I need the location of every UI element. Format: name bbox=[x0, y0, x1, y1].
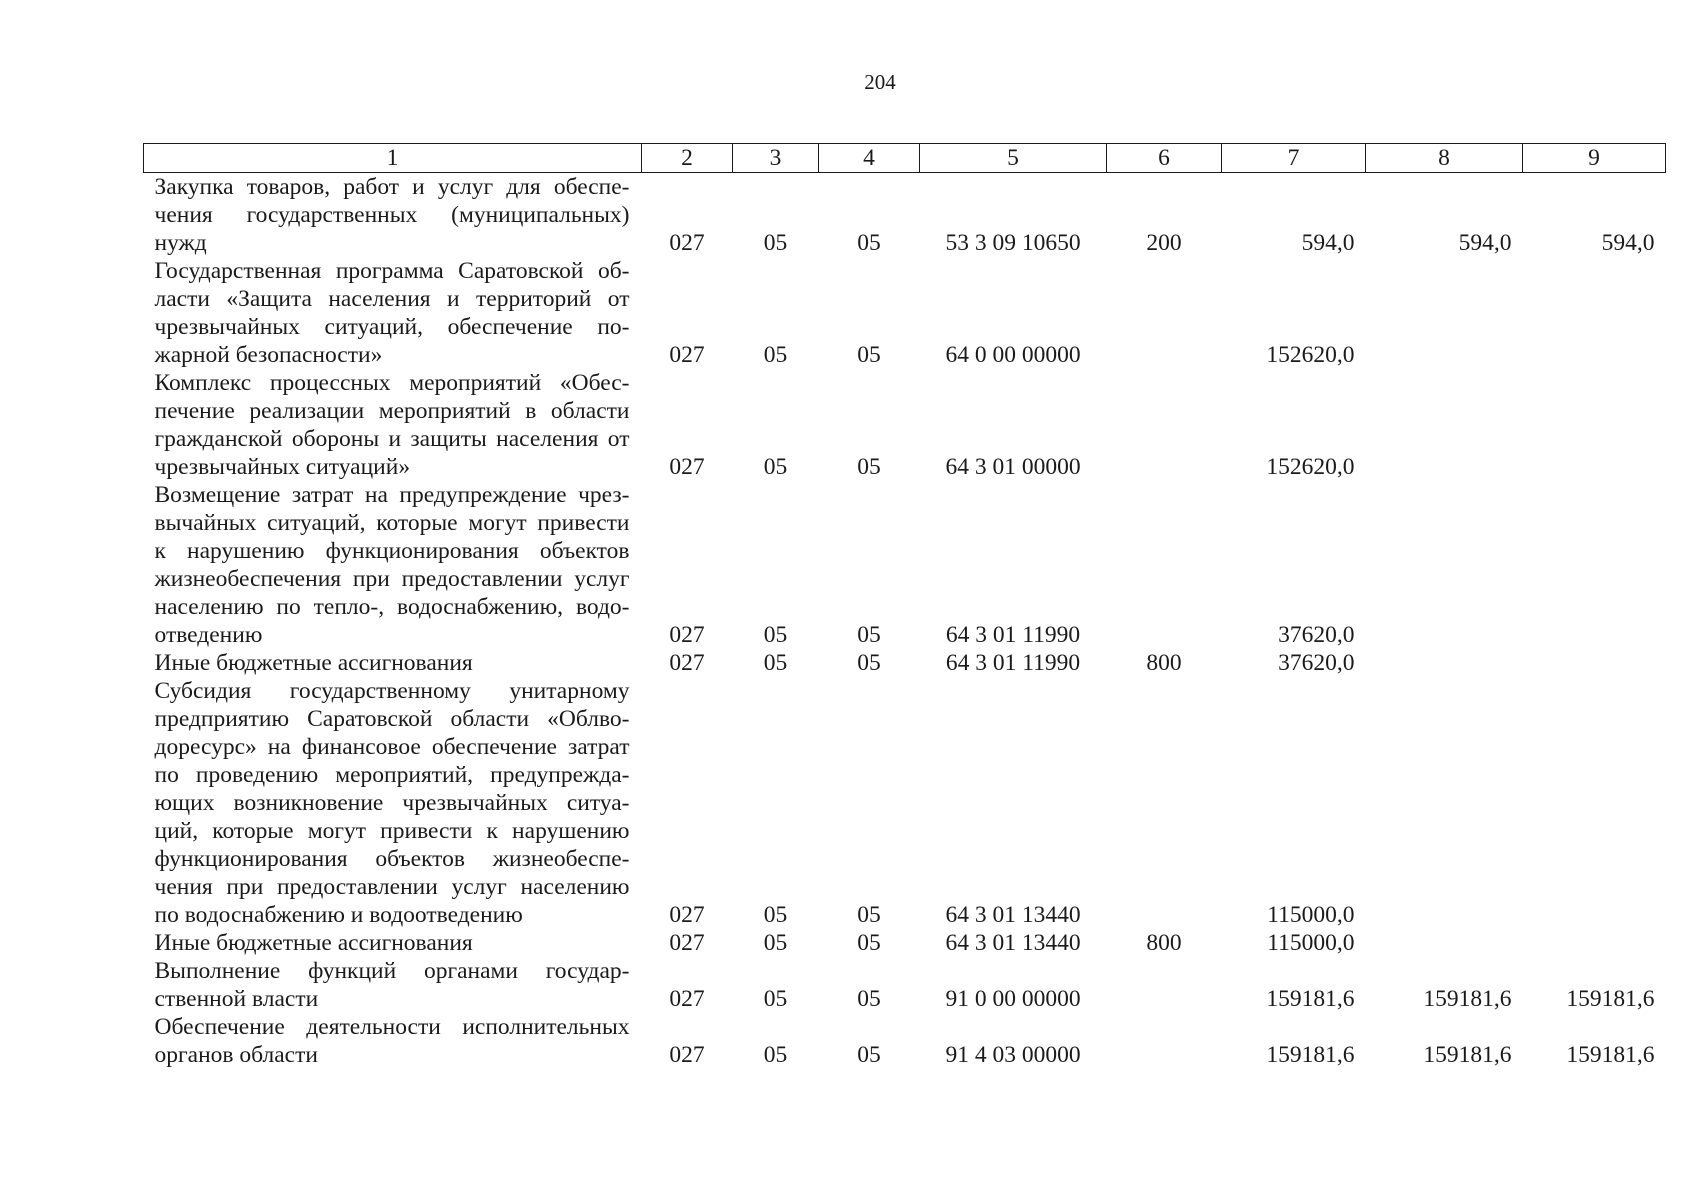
cell-amount-col8 bbox=[1366, 649, 1523, 677]
cell-amount-col7: 152620,0 bbox=[1266, 454, 1355, 480]
column-header: 8 bbox=[1366, 144, 1523, 173]
cell-subsection: 05 bbox=[857, 230, 881, 256]
cell-section: 05 bbox=[763, 1042, 788, 1068]
column-header: 7 bbox=[1222, 144, 1366, 173]
cell-amount-col9 bbox=[1523, 369, 1666, 481]
description-line: Возмещение затрат на предупреждение чрез- bbox=[154, 482, 630, 508]
cell-amount-col7: 594,0 bbox=[1301, 230, 1355, 256]
column-header: 3 bbox=[733, 144, 819, 173]
description-line: чения при предоставлении услуг населению bbox=[154, 874, 630, 900]
cell-expense-type bbox=[1107, 957, 1222, 1013]
cell-ministry-code: 027 bbox=[669, 230, 705, 256]
cell-amount-col7: 37620,0 bbox=[1278, 622, 1355, 648]
cell-amount-col9 bbox=[1523, 257, 1666, 369]
cell-amount-col8 bbox=[1366, 929, 1523, 957]
cell-subsection: 05 bbox=[857, 902, 881, 928]
table-row bbox=[144, 957, 1666, 1013]
cell-subsection: 05 bbox=[857, 454, 881, 480]
cell-target-article: 64 3 01 00000 bbox=[945, 454, 1081, 480]
cell-section: 05 bbox=[763, 650, 788, 676]
description-line: Государственная программа Саратовской об- bbox=[154, 258, 630, 284]
cell-section: 05 bbox=[763, 930, 788, 956]
description-line: к нарушению функционирования объектов bbox=[154, 538, 630, 564]
description-line: жизнеобеспечения при предоставлении услуг bbox=[154, 566, 630, 592]
table-row bbox=[144, 929, 1666, 957]
cell-amount-col8 bbox=[1366, 677, 1523, 929]
cell-ministry-code: 027 bbox=[669, 650, 705, 676]
description-line: функционирования объектов жизнеобеспе- bbox=[154, 846, 630, 872]
description-line: Иные бюджетные ассигнования bbox=[154, 930, 473, 956]
cell-section: 05 bbox=[763, 230, 788, 256]
cell-amount-col9: 594,0 bbox=[1601, 230, 1655, 256]
description-line: доресурс» на финансовое обеспечение затрат bbox=[154, 734, 630, 760]
cell-subsection: 05 bbox=[857, 930, 881, 956]
cell-amount-col9 bbox=[1523, 481, 1666, 649]
cell-subsection: 05 bbox=[857, 622, 881, 648]
cell-description bbox=[144, 369, 642, 481]
cell-amount-col8 bbox=[1366, 481, 1523, 649]
cell-expense-type bbox=[1107, 481, 1222, 649]
cell-amount-col7: 37620,0 bbox=[1278, 650, 1355, 676]
cell-section: 05 bbox=[763, 342, 788, 368]
table-row bbox=[144, 481, 1666, 649]
description-line: жарной безопасности» bbox=[154, 342, 383, 368]
cell-target-article: 64 0 00 00000 bbox=[945, 342, 1081, 368]
cell-amount-col9: 159181,6 bbox=[1566, 986, 1655, 1012]
cell-description bbox=[144, 257, 642, 369]
cell-section: 05 bbox=[763, 454, 788, 480]
cell-subsection: 05 bbox=[857, 650, 881, 676]
cell-ministry-code: 027 bbox=[669, 1042, 705, 1068]
cell-amount-col7: 152620,0 bbox=[1266, 342, 1355, 368]
budget-table bbox=[143, 143, 1666, 1069]
column-header: 6 bbox=[1107, 144, 1222, 173]
description-line: по водоснабжению и водоотведению bbox=[154, 902, 523, 928]
cell-description bbox=[144, 957, 642, 1013]
cell-ministry-code: 027 bbox=[669, 902, 705, 928]
cell-subsection: 05 bbox=[857, 342, 881, 368]
cell-expense-type: 800 bbox=[1146, 650, 1182, 676]
cell-amount-col9: 159181,6 bbox=[1566, 1042, 1655, 1068]
header-row bbox=[144, 144, 1666, 173]
cell-description bbox=[144, 929, 642, 957]
description-line: гражданской обороны и защиты населения от bbox=[154, 426, 630, 452]
description-line: по проведению мероприятий, предупрежда- bbox=[154, 762, 630, 788]
cell-expense-type bbox=[1107, 1013, 1222, 1069]
description-line: Комплекс процессных мероприятий «Обес- bbox=[154, 370, 630, 396]
cell-amount-col8: 594,0 bbox=[1458, 230, 1512, 256]
description-line: вычайных ситуаций, которые могут привести bbox=[154, 510, 630, 536]
table-row bbox=[144, 677, 1666, 929]
page-number: 204 bbox=[864, 70, 896, 94]
description-line: ственной власти bbox=[154, 986, 319, 1012]
description-line: ласти «Защита населения и территорий от bbox=[154, 286, 630, 312]
cell-amount-col7: 159181,6 bbox=[1266, 1042, 1355, 1068]
description-line: населению по тепло-, водоснабжению, водо- bbox=[154, 594, 630, 620]
description-line: отведению bbox=[154, 622, 263, 648]
cell-description bbox=[144, 481, 642, 649]
cell-amount-col9 bbox=[1523, 929, 1666, 957]
cell-amount-col7: 115000,0 bbox=[1267, 902, 1355, 928]
table-row bbox=[144, 369, 1666, 481]
cell-amount-col8: 159181,6 bbox=[1423, 1042, 1512, 1068]
cell-amount-col8 bbox=[1366, 257, 1523, 369]
cell-ministry-code: 027 bbox=[669, 930, 705, 956]
cell-expense-type bbox=[1107, 677, 1222, 929]
column-header: 5 bbox=[920, 144, 1107, 173]
cell-expense-type bbox=[1107, 369, 1222, 481]
cell-expense-type: 200 bbox=[1146, 230, 1182, 256]
cell-expense-type bbox=[1107, 257, 1222, 369]
description-line: Обеспечение деятельности исполнительных bbox=[154, 1014, 630, 1040]
cell-description bbox=[144, 173, 642, 258]
cell-target-article: 64 3 01 11990 bbox=[945, 622, 1081, 648]
description-line: чения государственных (муниципальных) bbox=[154, 202, 630, 228]
cell-target-article: 53 3 09 10650 bbox=[945, 230, 1081, 256]
description-line: Субсидия государственному унитарному bbox=[154, 678, 630, 704]
cell-target-article: 64 3 01 11990 bbox=[945, 650, 1081, 676]
table-header bbox=[144, 144, 1666, 173]
cell-section: 05 bbox=[763, 986, 788, 1012]
cell-target-article: 91 0 00 00000 bbox=[945, 986, 1081, 1012]
description-line: нужд bbox=[154, 230, 207, 256]
cell-description bbox=[144, 677, 642, 929]
description-line: Иные бюджетные ассигнования bbox=[154, 650, 473, 676]
description-line: печение реализации мероприятий в области bbox=[154, 398, 630, 424]
cell-ministry-code: 027 bbox=[669, 342, 705, 368]
cell-amount-col8: 159181,6 bbox=[1423, 986, 1512, 1012]
description-line: чрезвычайных ситуаций, обеспечение по- bbox=[154, 314, 630, 340]
cell-target-article: 64 3 01 13440 bbox=[945, 930, 1081, 956]
cell-amount-col7: 115000,0 bbox=[1267, 930, 1355, 956]
description-line: чрезвычайных ситуаций» bbox=[154, 454, 411, 480]
table-row bbox=[144, 257, 1666, 369]
table-body bbox=[144, 173, 1666, 1070]
cell-amount-col9 bbox=[1523, 677, 1666, 929]
cell-amount-col9 bbox=[1523, 649, 1666, 677]
column-header: 2 bbox=[642, 144, 733, 173]
cell-description bbox=[144, 1013, 642, 1069]
cell-amount-col8 bbox=[1366, 369, 1523, 481]
cell-ministry-code: 027 bbox=[669, 622, 705, 648]
cell-target-article: 91 4 03 00000 bbox=[945, 1042, 1081, 1068]
description-line: ций, которые могут привести к нарушению bbox=[154, 818, 630, 844]
cell-section: 05 bbox=[763, 902, 788, 928]
description-line: Выполнение функций органами государ- bbox=[154, 958, 630, 984]
description-line: Закупка товаров, работ и услуг для обеспе- bbox=[154, 174, 630, 200]
table-row bbox=[144, 173, 1666, 258]
cell-ministry-code: 027 bbox=[669, 986, 705, 1012]
cell-subsection: 05 bbox=[857, 1042, 881, 1068]
cell-subsection: 05 bbox=[857, 986, 881, 1012]
cell-target-article: 64 3 01 13440 bbox=[945, 902, 1081, 928]
cell-amount-col7: 159181,6 bbox=[1266, 986, 1355, 1012]
cell-section: 05 bbox=[763, 622, 788, 648]
description-line: предприятию Саратовской области «Облво- bbox=[154, 706, 630, 732]
description-line: органов области bbox=[154, 1042, 318, 1068]
cell-expense-type: 800 bbox=[1146, 930, 1182, 956]
cell-description bbox=[144, 649, 642, 677]
column-header: 1 bbox=[144, 144, 642, 173]
table-row bbox=[144, 1013, 1666, 1069]
description-line: ющих возникновение чрезвычайных ситуа- bbox=[154, 790, 630, 816]
column-header: 4 bbox=[819, 144, 920, 173]
cell-ministry-code: 027 bbox=[669, 454, 705, 480]
column-header: 9 bbox=[1523, 144, 1666, 173]
table-row bbox=[144, 649, 1666, 677]
